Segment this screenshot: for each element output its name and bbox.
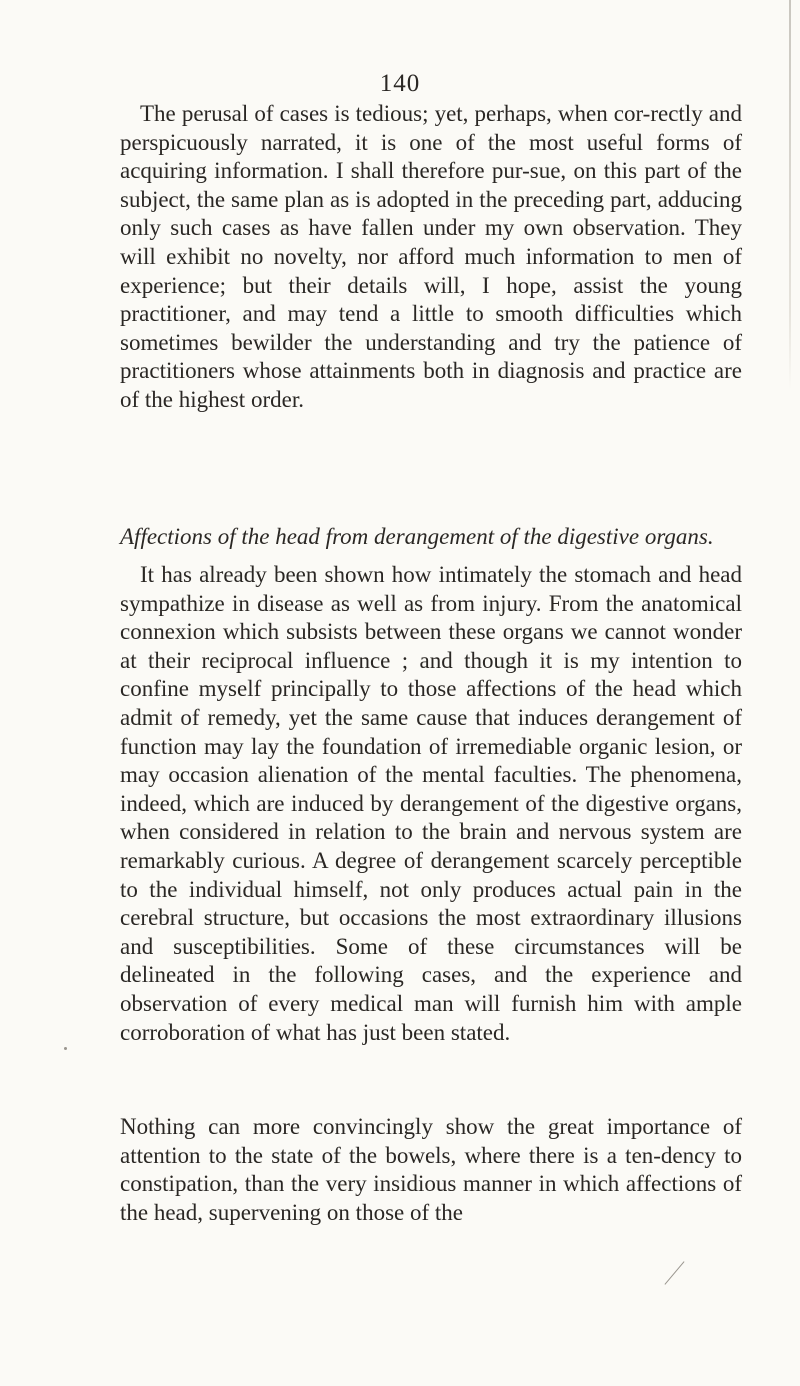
ink-speck: [64, 1047, 67, 1050]
paragraph-intro: The perusal of cases is tedious; yet, perhaps, when cor-rectly and perspicuously narrated, it is one of the most useful forms of acquiring information. I shall therefore pur-sue, on this part of the subject, the same plan as is adopted in the preceding part, adducing only such cases as have fallen under my own observation. They will exhibit no novelty, nor afford much information to men of experience; but their details will, I hope, assist the young practitioner, and may tend a little to smooth difficulties which sometimes bewilder the understanding and try the patience of practitioners whose attainments both in diagnosis and practice are of the highest order.: [120, 101, 742, 412]
section-heading: Affections of the head from derangement of the digestive organs.: [120, 524, 714, 549]
page-number: 140: [379, 70, 421, 97]
pencil-mark: [664, 1261, 684, 1285]
paragraph-sympathy: It has already been shown how intimately the stomach and head sympathize in disease as well as from injury. From the anatomical connexion which subsists between these organs we cannot wonder at their reciprocal influence ; and though it is my intention to confine myself principally to those affections of the head which admit of remedy, yet the same cause that induces derangement of function may lay the foundation of irremediable organic lesion, or may occasion alienation of the mental faculties. The phenomena, indeed, which are induced by derangement of the digestive organs, when considered in relation to the brain and nervous system are remarkably curious. A degree of derangement scarcely perceptible to the individual himself, not only produces actual pain in the cerebral structure, but occasions the most extraordinary illusions and susceptibilities. Some of these circumstances will be delineated in the following cases, and the experience and observation of every medical man will furnish him with ample corroboration of what has just been stated.: [120, 562, 742, 1045]
paragraph-constipation: Nothing can more convincingly show the great importance of attention to the state of the bowels, where there is a ten-dency to constipation, than the very insidious manner in which affections of the head, supervening on those of the: [120, 1114, 742, 1225]
page-edge-shadow: [789, 0, 791, 390]
